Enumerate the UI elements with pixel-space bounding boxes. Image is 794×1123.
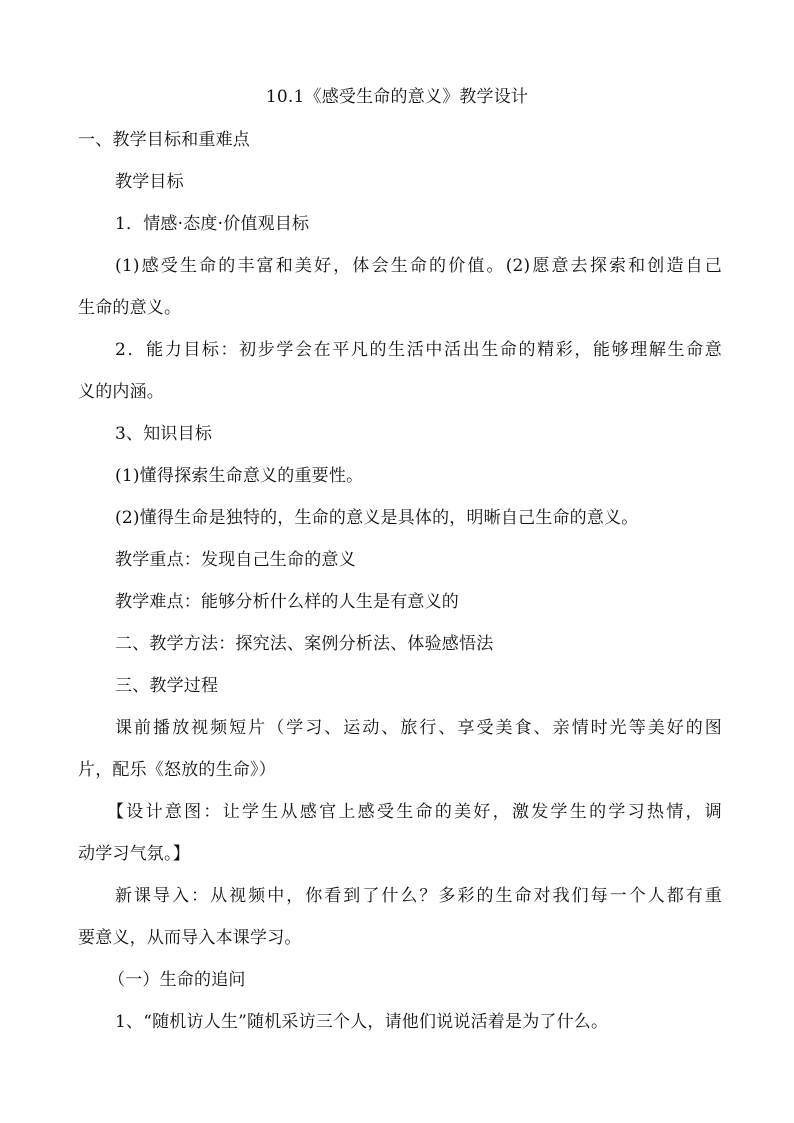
paragraph-line: 要意义，从而导入本课学习。 xyxy=(78,928,302,948)
paragraph-line: 课前播放视频短片（学习、运动、旅行、享受美食、亲情时光等美好的图 xyxy=(115,718,722,738)
document-title: 10.1《感受生命的意义》教学设计 xyxy=(265,87,529,107)
subsection-heading: （一）生命的追问 xyxy=(108,970,246,990)
paragraph-line: 2．能力目标：初步学会在平凡的生活中活出生命的精彩，能够理解生命意 xyxy=(115,340,722,360)
section-heading-methods: 二、教学方法：探究法、案例分析法、体验感悟法 xyxy=(115,634,494,654)
subheading-teaching-goals: 教学目标 xyxy=(115,172,184,192)
paragraph-line: 生命的意义。 xyxy=(78,298,182,318)
goal-3-heading: 3、知识目标 xyxy=(115,424,213,444)
teaching-difficulty: 教学难点：能够分析什么样的人生是有意义的 xyxy=(115,592,459,612)
paragraph-line: 义的内涵。 xyxy=(78,382,164,402)
paragraph-line: 新课导入：从视频中，你看到了什么？多彩的生命对我们每一个人都有重 xyxy=(115,886,722,906)
design-intent-line: 动学习气氛。】 xyxy=(78,844,190,864)
paragraph-line: (1)懂得探索生命意义的重要性。 xyxy=(115,466,364,486)
paragraph-line: (1)感受生命的丰富和美好，体会生命的价值。(2)愿意去探索和创造自己 xyxy=(115,256,722,276)
goal-1-heading: 1．情感·态度·价值观目标 xyxy=(115,214,310,234)
section-heading-objectives: 一、教学目标和重难点 xyxy=(78,130,250,150)
paragraph-line: 片，配乐《怒放的生命》） xyxy=(78,760,276,780)
section-heading-process: 三、教学过程 xyxy=(115,676,219,696)
paragraph-line: 1、“随机访人生”随机采访三个人，请他们说说活着是为了什么。 xyxy=(115,1012,609,1032)
teaching-key-point: 教学重点：发现自己生命的意义 xyxy=(115,550,356,570)
paragraph-line: (2)懂得生命是独特的，生命的意义是具体的，明晰自己生命的意义。 xyxy=(115,508,639,528)
design-intent-line: 【设计意图：让学生从感官上感受生命的美好，激发学生的学习热情，调 xyxy=(107,802,722,822)
